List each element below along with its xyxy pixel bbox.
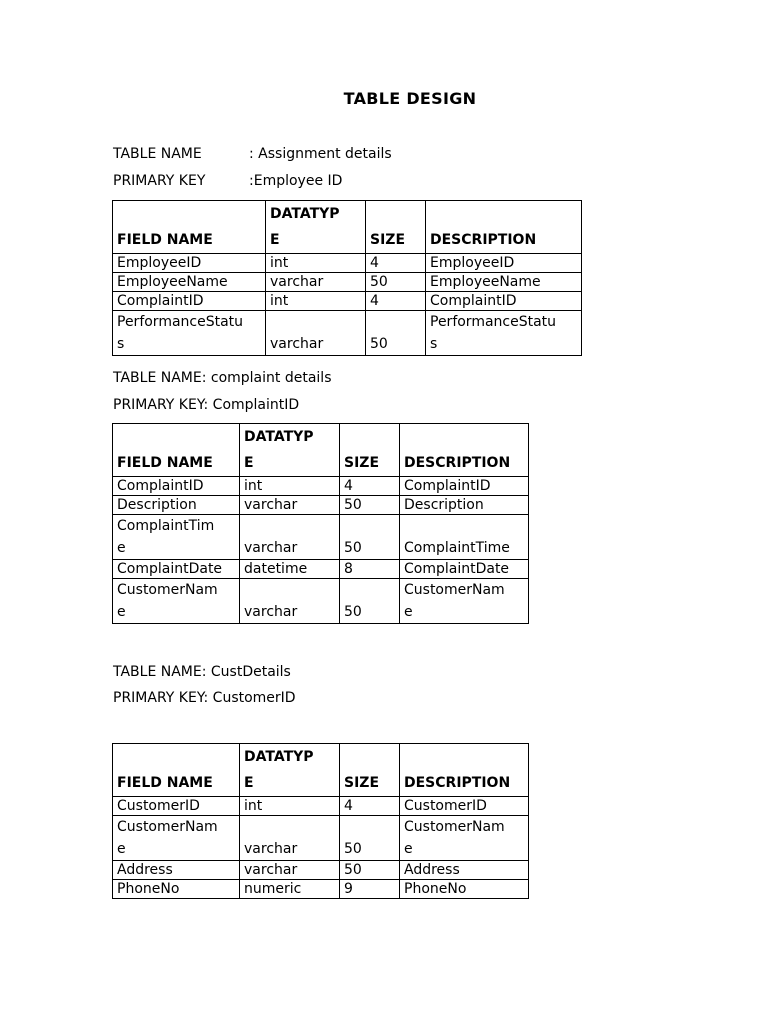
cell-description: PerformanceStatu s [426,311,582,356]
cell-size: 50 [340,496,400,515]
cell-datatype: int [266,254,366,273]
cell-description: CustomerID [400,797,529,816]
cell-field-name: PerformanceStatu s [113,311,266,356]
cell-description: ComplaintDate [400,560,529,579]
cell-description: EmployeeID [426,254,582,273]
cell-datatype: varchar [266,273,366,292]
cell-size: 50 [340,861,400,880]
cell-datatype: varchar [266,311,366,356]
header-field-name: FIELD NAME [113,424,240,477]
table1-key-value: :Employee ID [249,173,343,189]
header-size: SIZE [366,201,426,254]
table-row [113,496,529,515]
header-datatype: DATATYP E [240,744,340,797]
table2-key-line: PRIMARY KEY: ComplaintID [113,397,300,413]
table-row [113,861,529,880]
cell-datatype: varchar [240,496,340,515]
cell-field-name: Address [113,861,240,880]
cell-size: 50 [340,816,400,861]
cell-datatype: numeric [240,880,340,899]
cell-size: 4 [366,292,426,311]
table1-header-row [113,201,582,254]
cell-size: 50 [366,273,426,292]
cell-description: CustomerNam e [400,579,529,624]
cell-field-name: ComplaintTim e [113,515,240,560]
cell-datatype: varchar [240,816,340,861]
cell-description: ComplaintID [426,292,582,311]
cell-size: 50 [340,579,400,624]
cell-description: EmployeeName [426,273,582,292]
table-row [113,880,529,899]
table1 [112,200,582,356]
header-description: DESCRIPTION [426,201,582,254]
cell-field-name: Description [113,496,240,515]
cell-datatype: int [266,292,366,311]
cell-datatype: varchar [240,515,340,560]
table2 [112,423,529,624]
cell-field-name: EmployeeName [113,273,266,292]
table1-name-line [113,146,392,162]
table3 [112,743,529,899]
cell-description: CustomerNam e [400,816,529,861]
cell-size: 9 [340,880,400,899]
table3-name-line: TABLE NAME: CustDetails [113,664,291,680]
cell-description: ComplaintTime [400,515,529,560]
table-row [113,273,582,292]
cell-field-name: CustomerNam e [113,816,240,861]
cell-size: 50 [366,311,426,356]
table-row [113,515,529,560]
table2-name-line: TABLE NAME: complaint details [113,370,332,386]
table2-header-row [113,424,529,477]
table-row [113,254,582,273]
table1-key-line [113,173,342,189]
table-row [113,311,582,356]
table1-name-label: TABLE NAME [113,146,202,162]
cell-datatype: varchar [240,579,340,624]
header-size: SIZE [340,744,400,797]
cell-size: 50 [340,515,400,560]
table-row [113,816,529,861]
cell-field-name: CustomerID [113,797,240,816]
cell-datatype: datetime [240,560,340,579]
table3-header-row [113,744,529,797]
header-description: DESCRIPTION [400,424,529,477]
cell-field-name: CustomerNam e [113,579,240,624]
header-field-name: FIELD NAME [113,201,266,254]
table-row [113,477,529,496]
cell-size: 8 [340,560,400,579]
table3-key-line: PRIMARY KEY: CustomerID [113,690,296,706]
table1-key-label: PRIMARY KEY [113,173,206,189]
cell-datatype: varchar [240,861,340,880]
page-title: TABLE DESIGN [343,89,477,108]
cell-datatype: int [240,477,340,496]
table1-name-value: : Assignment details [249,146,392,162]
table-row [113,579,529,624]
cell-field-name: ComplaintID [113,292,266,311]
cell-description: Description [400,496,529,515]
header-description: DESCRIPTION [400,744,529,797]
cell-size: 4 [340,477,400,496]
table-row [113,797,529,816]
cell-size: 4 [366,254,426,273]
cell-datatype: int [240,797,340,816]
cell-size: 4 [340,797,400,816]
cell-field-name: PhoneNo [113,880,240,899]
header-field-name: FIELD NAME [113,744,240,797]
table-row [113,292,582,311]
cell-field-name: EmployeeID [113,254,266,273]
header-datatype: DATATYP E [240,424,340,477]
cell-description: PhoneNo [400,880,529,899]
cell-description: ComplaintID [400,477,529,496]
table-row [113,560,529,579]
cell-field-name: ComplaintID [113,477,240,496]
header-datatype: DATATYP E [266,201,366,254]
cell-description: Address [400,861,529,880]
header-size: SIZE [340,424,400,477]
cell-field-name: ComplaintDate [113,560,240,579]
